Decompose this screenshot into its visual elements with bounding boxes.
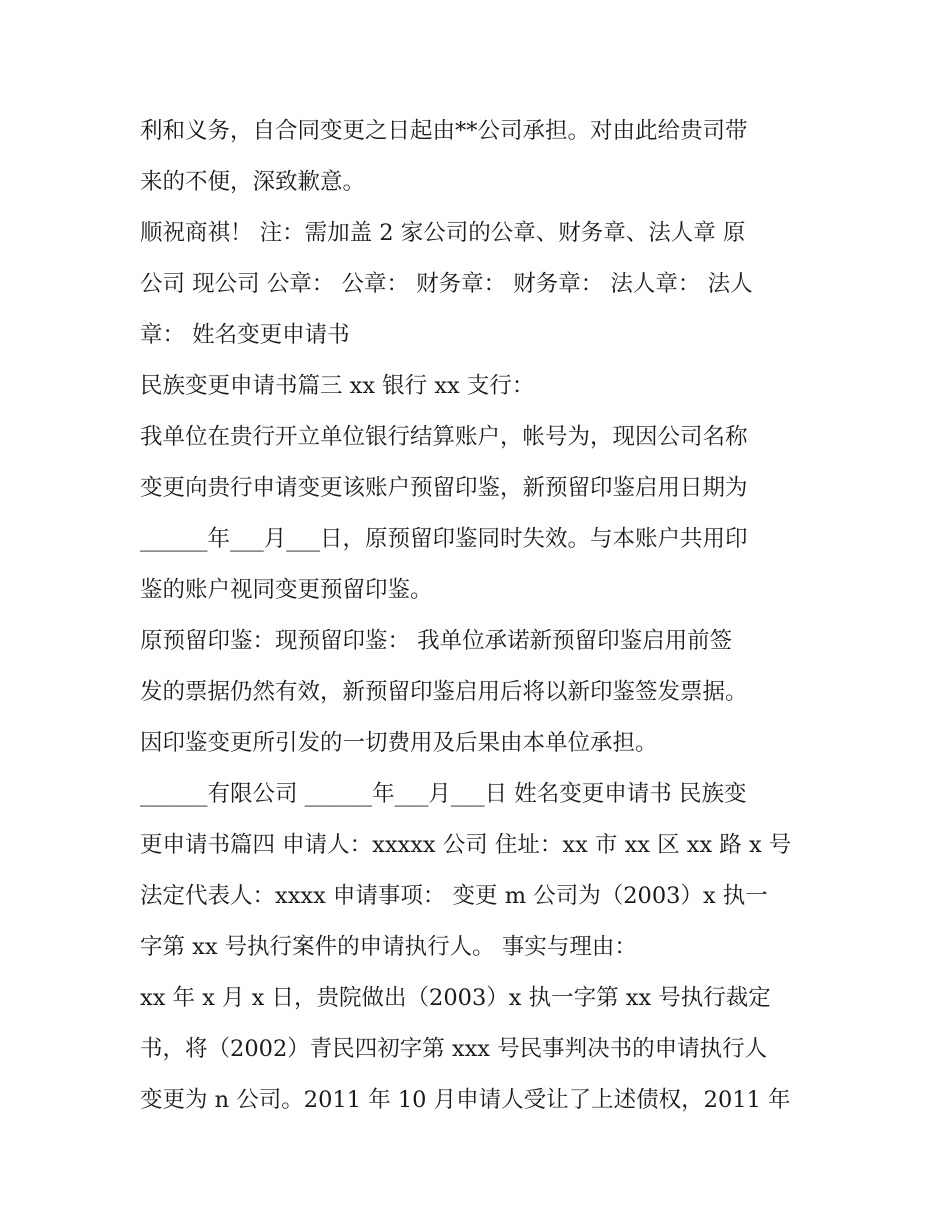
text-line: 来的不便，深致歉意。 bbox=[140, 169, 366, 195]
text-line: 章： 姓名变更申请书 bbox=[140, 322, 350, 348]
document-body bbox=[140, 106, 820, 1126]
text-line: 法定代表人：xxxx 申请事项： 变更 m 公司为（2003）x 执一 bbox=[140, 883, 768, 909]
text-line: 因印鉴变更所引发的一切费用及后果由本单位承担。 bbox=[140, 730, 658, 756]
text-line: 变更为 n 公司。2011 年 10 月申请人受让了上述债权，2011 年 bbox=[140, 1087, 791, 1113]
text-line: ______有限公司 ______年___月___日 姓名变更申请书 民族变 bbox=[140, 781, 747, 807]
text-line: 公司 现公司 公章： 公章： 财务章： 财务章： 法人章： 法人 bbox=[140, 271, 753, 297]
text-line: ______年___月___日，原预留印鉴同时失效。与本账户共用印 bbox=[140, 526, 748, 552]
text-line: 利和义务，自合同变更之日起由**公司承担。对由此给贵司带 bbox=[140, 118, 748, 144]
text-line: 顺祝商祺！ 注：需加盖 2 家公司的公章、财务章、法人章 原 bbox=[140, 220, 746, 246]
text-line: 原预留印鉴：现预留印鉴： 我单位承诺新预留印鉴启用前签 bbox=[140, 628, 733, 654]
text-line: 字第 xx 号执行案件的申请执行人。 事实与理由： bbox=[140, 934, 637, 960]
text-line: 我单位在贵行开立单位银行结算账户，帐号为，现因公司名称 bbox=[140, 424, 748, 450]
text-line: 发的票据仍然有效，新预留印鉴启用后将以新印鉴签发票据。 bbox=[140, 679, 748, 705]
text-line: 民族变更申请书篇三 xx 银行 xx 支行： bbox=[140, 373, 535, 399]
text-line: 变更向贵行申请变更该账户预留印鉴，新预留印鉴启用日期为 bbox=[140, 475, 748, 501]
text-line: xx 年 x 月 x 日，贵院做出（2003）x 执一字第 xx 号执行裁定 bbox=[140, 985, 771, 1011]
text-line: 更申请书篇四 申请人：xxxxx 公司 住址：xx 市 xx 区 xx 路 x 号 bbox=[140, 832, 792, 858]
text-line: 书，将（2002）青民四初字第 xxx 号民事判决书的申请执行人 bbox=[140, 1036, 768, 1062]
text-line: 鉴的账户视同变更预留印鉴。 bbox=[140, 577, 433, 603]
